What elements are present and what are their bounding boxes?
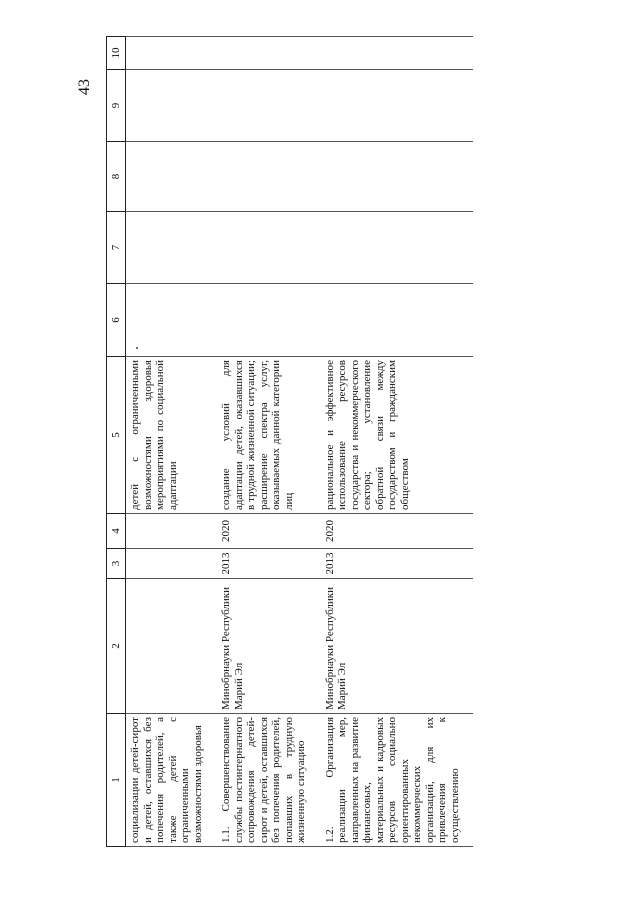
col-header-2: 2 [107, 579, 126, 714]
cell-col-10 [320, 37, 474, 70]
col-header-6: 6 [107, 284, 126, 357]
cell-description: 1.1. Совершенствование службы постинтернатного сопровождения детей-сирот и детей, оставшихся без попечения родителей, попавших в трудную жизненную ситуацию [216, 714, 320, 847]
col-header-1: 1 [107, 714, 126, 847]
cell-col-9 [126, 70, 217, 142]
page-number: 43 [76, 79, 93, 95]
cell-col-7 [126, 212, 217, 284]
col-header-3: 3 [107, 549, 126, 579]
scan-speck [136, 347, 138, 349]
cell-start-year: 2013 [216, 549, 320, 579]
cell-col-8 [126, 142, 217, 212]
cell-description: 1.2. Организация реализации мер, направленных на развитие финансовых, материальных и кадровых ресурсов социально ориентированных некоммерческих организаций, для их привлечения к осуществлению [320, 714, 474, 847]
col-header-7: 7 [107, 212, 126, 284]
cell-col-8 [320, 142, 474, 212]
cell-col-6 [126, 284, 217, 357]
table-row [320, 37, 474, 847]
cell-col-10 [216, 37, 320, 70]
cell-start-year [126, 549, 217, 579]
cell-col-9 [216, 70, 320, 142]
cell-col-8 [216, 142, 320, 212]
col-header-5: 5 [107, 357, 126, 514]
cell-start-year: 2013 [320, 549, 474, 579]
col-header-4: 4 [107, 514, 126, 549]
cell-end-year: 2020 [216, 514, 320, 549]
cell-expected-result: детей с ограниченными возможностями здоровья мероприятиями по социальной адаптации [126, 357, 217, 514]
cell-end-year [126, 514, 217, 549]
col-header-10: 10 [107, 37, 126, 70]
cell-executor [126, 579, 217, 714]
column-number-row [107, 37, 126, 847]
cell-col-7 [320, 212, 474, 284]
table-header [107, 37, 126, 847]
program-table [106, 36, 473, 847]
cell-description: социализации детей-сирот и детей, оставшихся без попечения родителей, а также детей с ограниченными возможностями здоровья [126, 714, 217, 847]
cell-col-9 [320, 70, 474, 142]
cell-expected-result: рациональное и эффективное использование ресурсов государства и некоммерческого сектора; установление обратной связи между государством и гражданским обществом [320, 357, 474, 514]
col-header-8: 8 [107, 142, 126, 212]
cell-col-6 [320, 284, 474, 357]
cell-end-year: 2020 [320, 514, 474, 549]
cell-executor: Минобрнауки Республики Марий Эл [216, 579, 320, 714]
cell-expected-result: создание условий для адаптации детей, оказавшихся в трудной жизненной ситуации; расширение спектра услуг, оказываемых данной категории лиц [216, 357, 320, 514]
cell-col-10 [126, 37, 217, 70]
cell-executor: Минобрнауки Республики Марий Эл [320, 579, 474, 714]
cell-col-7 [216, 212, 320, 284]
col-header-9: 9 [107, 70, 126, 142]
cell-col-6 [216, 284, 320, 357]
table-row [126, 37, 217, 847]
table-row [216, 37, 320, 847]
